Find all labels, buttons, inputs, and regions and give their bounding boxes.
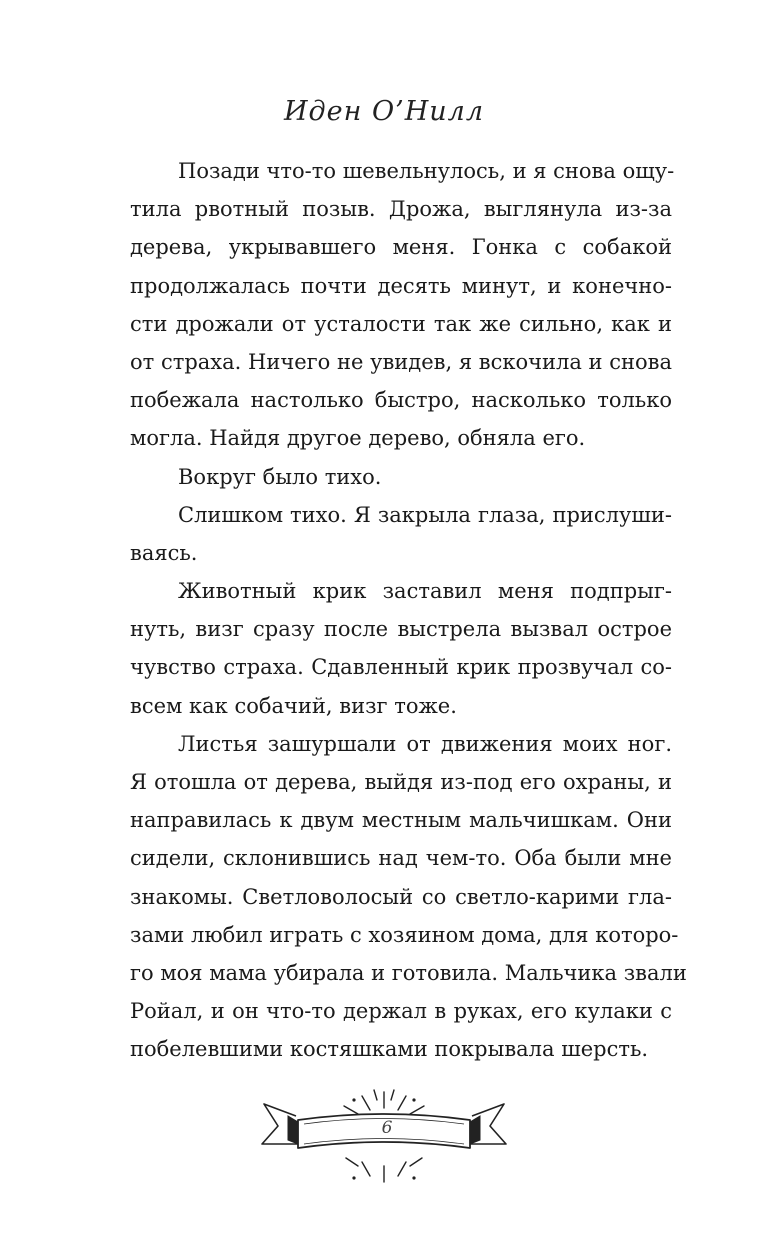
text-line: побелевшими костяшками покрывала шерсть. [130, 1037, 649, 1062]
page-number: 6 [381, 1118, 393, 1138]
text-line: от страха. Ничего не увидев, я вскочила и снова [130, 349, 672, 374]
text-line: дерева, укрывавшего меня. Гонка с собакой [130, 235, 672, 260]
text-line: Я отошла от дерева, выйдя из-под его охраны, и [130, 770, 672, 794]
text-line: Ройал, и он что-то держал в руках, его кулаки с [130, 999, 672, 1024]
text-line: направилась к двум местным мальчишкам. Они [130, 808, 672, 833]
body-text [130, 152, 687, 1069]
text-line: го моя мама убирала и готовила. Мальчика звали [130, 960, 687, 985]
text-line: продолжалась почти десять минут, и конечно- [130, 273, 672, 298]
text-line: всем как собачий, визг тоже. [130, 693, 457, 718]
text-line: тила рвотный позыв. Дрожа, выглянула из-за [130, 197, 672, 222]
text-line: побежала настолько быстро, насколько только [130, 388, 672, 413]
text-line: Вокруг было тихо. [178, 464, 382, 489]
text-line: сти дрожали от усталости так же сильно, как и [130, 311, 672, 336]
text-line: Животный крик заставил меня подпрыг- [178, 579, 672, 604]
text-line: сидели, склонившись над чем-то. Оба были мне [130, 846, 672, 871]
text-line: Слишком тихо. Я закрыла глаза, прислуши- [178, 502, 672, 527]
text-line: знакомы. Светловолосый со светло-карими гла- [130, 884, 672, 909]
text-line: зами любил играть с хозяином дома, для которо- [130, 922, 679, 947]
text-line: Позади что-то шевельнулось, и я снова ощу- [178, 159, 675, 183]
text-line: могла. Найдя другое дерево, обняла его. [130, 426, 586, 451]
text-line: чувство страха. Сдавленный крик прозвучал со- [130, 655, 672, 680]
text-line: Листья зашуршали от движения моих ног. [178, 731, 672, 756]
text-line: нуть, визг сразу после выстрела вызвал острое [130, 617, 672, 642]
text-line: ваясь. [130, 540, 198, 565]
running-header: Иден О’Нилл [283, 96, 485, 127]
